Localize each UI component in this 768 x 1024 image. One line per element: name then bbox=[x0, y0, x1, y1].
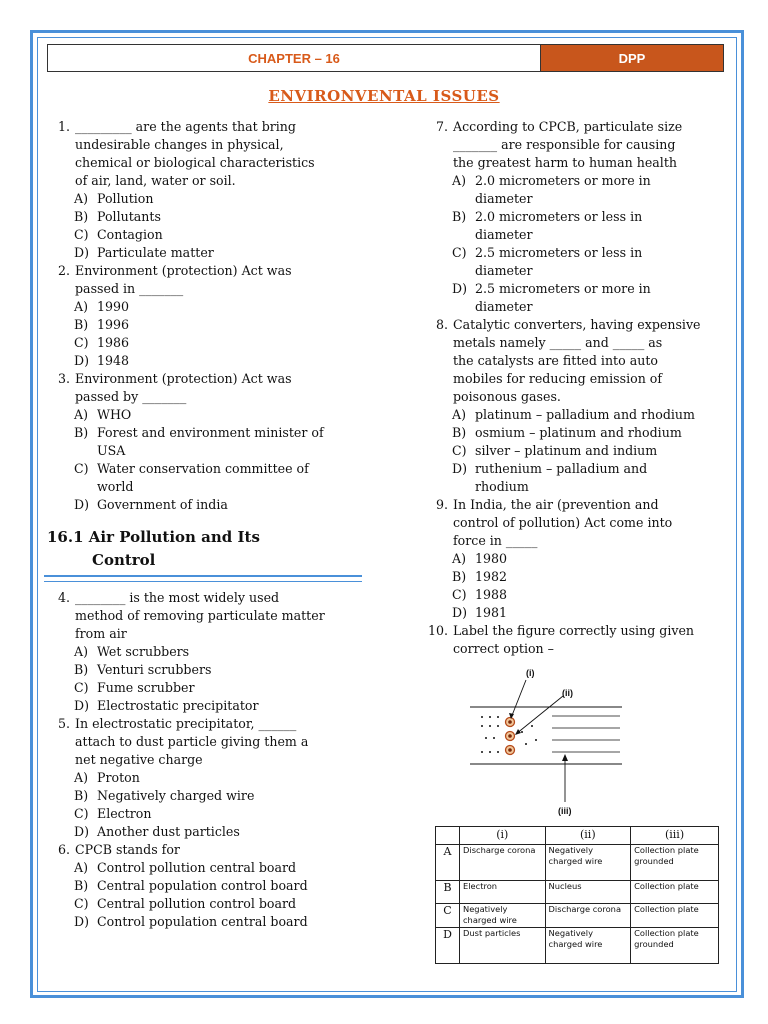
table-row[interactable]: D Dust particles Negatively charged wire Collection plate grounded bbox=[436, 928, 719, 964]
option[interactable]: A) 1990 bbox=[74, 299, 130, 314]
option[interactable]: D) ruthenium – palladium and rhodium bbox=[452, 461, 648, 494]
option[interactable]: C) 2.5 micrometers or less in diameter bbox=[452, 245, 643, 278]
option[interactable]: A) Pollution bbox=[74, 191, 154, 206]
option[interactable]: D) Another dust particles bbox=[74, 824, 240, 839]
option[interactable]: B) 1996 bbox=[74, 317, 130, 332]
table-header: (iii) bbox=[631, 827, 719, 845]
answer-options-table bbox=[435, 826, 719, 964]
option[interactable]: C) silver – platinum and indium bbox=[452, 443, 658, 458]
question-text: Label the figure correctly using given bbox=[453, 623, 695, 638]
option[interactable]: D) Particulate matter bbox=[74, 245, 214, 260]
option[interactable]: D) 2.5 micrometers or more in diameter bbox=[452, 281, 651, 314]
question-9: 9. In India, the air (prevention and control of pollution) Act come into force in _____ A) 1980 B) 1982 C) 1988 D) 1981 bbox=[424, 496, 724, 622]
option[interactable]: C) Central pollution control board bbox=[74, 896, 297, 911]
figure-label-ii: (ii) bbox=[562, 688, 573, 698]
option[interactable]: C) Contagion bbox=[74, 227, 163, 242]
question-3: 3. Environment (protection) Act was passed by _______ A) WHO B) Forest and environment minister of USA C) Water conservation committee of world D) Government of india bbox=[46, 370, 366, 514]
option[interactable]: B) Forest and environment minister of USA bbox=[74, 425, 324, 458]
option[interactable]: B) Central population control board bbox=[74, 878, 308, 893]
option[interactable]: C) 1986 bbox=[74, 335, 130, 350]
figure-label-i: (i) bbox=[526, 668, 535, 678]
question-number: 6. bbox=[57, 842, 70, 857]
table-header-row bbox=[436, 827, 719, 845]
question-10: 10. Label the figure correctly using given correct option – bbox=[424, 622, 724, 658]
option[interactable]: D) Control population central board bbox=[74, 914, 308, 929]
table-row[interactable]: A Discharge corona Negatively charged wire Collection plate grounded bbox=[436, 845, 719, 881]
question-number: 8. bbox=[435, 317, 448, 332]
option[interactable]: D) Electrostatic precipitator bbox=[74, 698, 259, 713]
question-6: 6. CPCB stands for A) Control pollution central board B) Central population control board C) Central pollution control board D) Control population central board bbox=[46, 841, 366, 931]
option[interactable]: B) 1982 bbox=[452, 569, 508, 584]
option[interactable]: C) Fume scrubber bbox=[74, 680, 195, 695]
question-4: 4. ________ is the most widely used method of removing particulate matter from air A) Wet scrubbers B) Venturi scrubbers C) Fume scrubber D) Electrostatic precipitator bbox=[46, 589, 366, 715]
option[interactable]: B) osmium – platinum and rhodium bbox=[452, 425, 682, 440]
table-row[interactable]: C Negatively charged wire Discharge corona Collection plate bbox=[436, 904, 719, 928]
question-text: _________ are the agents that bring bbox=[75, 119, 296, 134]
question-8: 8. Catalytic converters, having expensive metals namely _____ and _____ as the catalysts are fitted into auto mobiles for reducing emission of poisonous gases. A) platinum – palladium and rhodium B) osmium – platinum and rhodium C) silver – platinum and indium D) ruthenium – palladium and rhodium bbox=[424, 316, 724, 496]
question-text: In electrostatic precipitator, ______ bbox=[75, 716, 297, 731]
option[interactable]: B) Venturi scrubbers bbox=[74, 662, 212, 677]
left-column-top bbox=[46, 118, 366, 514]
section-divider bbox=[44, 575, 362, 582]
right-column bbox=[424, 118, 724, 658]
question-2: 2. Environment (protection) Act was passed in _______ A) 1990 B) 1996 C) 1986 D) 1948 bbox=[46, 262, 366, 370]
section-heading: 16.1 Air Pollution and Its Control bbox=[47, 528, 260, 569]
chapter-label: CHAPTER – 16 bbox=[248, 50, 340, 66]
question-text: Catalytic converters, having expensive bbox=[453, 317, 701, 332]
dpp-label: DPP bbox=[540, 45, 723, 71]
question-number: 3. bbox=[57, 371, 70, 386]
option[interactable]: C) Electron bbox=[74, 806, 152, 821]
question-1: 1. _________ are the agents that bring undesirable changes in physical, chemical or biological characteristics of air, land, water or soil. A) Pollution B) Pollutants C) Contagion D) Particulate matter bbox=[46, 118, 366, 262]
option[interactable]: C) 1988 bbox=[452, 587, 508, 602]
option[interactable]: B) Pollutants bbox=[74, 209, 161, 224]
table-header: (i) bbox=[460, 827, 546, 845]
question-text: ________ is the most widely used bbox=[75, 590, 280, 605]
table-header: (ii) bbox=[545, 827, 631, 845]
question-number: 10. bbox=[427, 623, 448, 638]
option[interactable]: D) Government of india bbox=[74, 497, 228, 512]
option[interactable]: A) platinum – palladium and rhodium bbox=[452, 407, 695, 422]
option[interactable]: D) 1981 bbox=[452, 605, 508, 620]
figure-label-iii: (iii) bbox=[558, 806, 572, 816]
question-number: 9. bbox=[435, 497, 448, 512]
option[interactable]: A) 1980 bbox=[452, 551, 508, 566]
question-text: Environment (protection) Act was bbox=[75, 263, 292, 278]
option[interactable]: B) Negatively charged wire bbox=[74, 788, 255, 803]
page-title: ENVIRONVENTAL ISSUES bbox=[268, 87, 500, 105]
header-bar bbox=[47, 44, 724, 72]
question-5: 5. In electrostatic precipitator, ______ attach to dust particle giving them a net negative charge A) Proton B) Negatively charged wire C) Electron D) Another dust particles bbox=[46, 715, 366, 841]
question-number: 7. bbox=[435, 119, 448, 134]
option[interactable]: A) Wet scrubbers bbox=[74, 644, 190, 659]
option[interactable]: A) 2.0 micrometers or more in diameter bbox=[452, 173, 651, 206]
option[interactable]: B) 2.0 micrometers or less in diameter bbox=[452, 209, 643, 242]
left-column-bottom bbox=[46, 589, 366, 931]
question-number: 4. bbox=[57, 590, 70, 605]
question-number: 1. bbox=[57, 119, 70, 134]
option[interactable]: A) WHO bbox=[74, 407, 132, 422]
question-number: 2. bbox=[57, 263, 70, 278]
question-number: 5. bbox=[57, 716, 70, 731]
option[interactable]: C) Water conservation committee of world bbox=[74, 461, 309, 494]
question-text: Environment (protection) Act was bbox=[75, 371, 292, 386]
question-text: According to CPCB, particulate size bbox=[453, 119, 683, 134]
question-7: 7. According to CPCB, particulate size _______ are responsible for causing the greatest harm to human health A) 2.0 micrometers or more in diameter B) 2.0 micrometers or less in diameter C) 2.5 micrometers or less in diameter D) 2.5 micrometers or more in diameter bbox=[424, 118, 724, 316]
option[interactable]: A) Proton bbox=[74, 770, 140, 785]
question-text: In India, the air (prevention and bbox=[453, 497, 659, 512]
table-row[interactable]: B Electron Nucleus Collection plate bbox=[436, 881, 719, 904]
option[interactable]: D) 1948 bbox=[74, 353, 130, 368]
precipitator-diagram bbox=[460, 662, 640, 822]
option[interactable]: A) Control pollution central board bbox=[74, 860, 297, 875]
